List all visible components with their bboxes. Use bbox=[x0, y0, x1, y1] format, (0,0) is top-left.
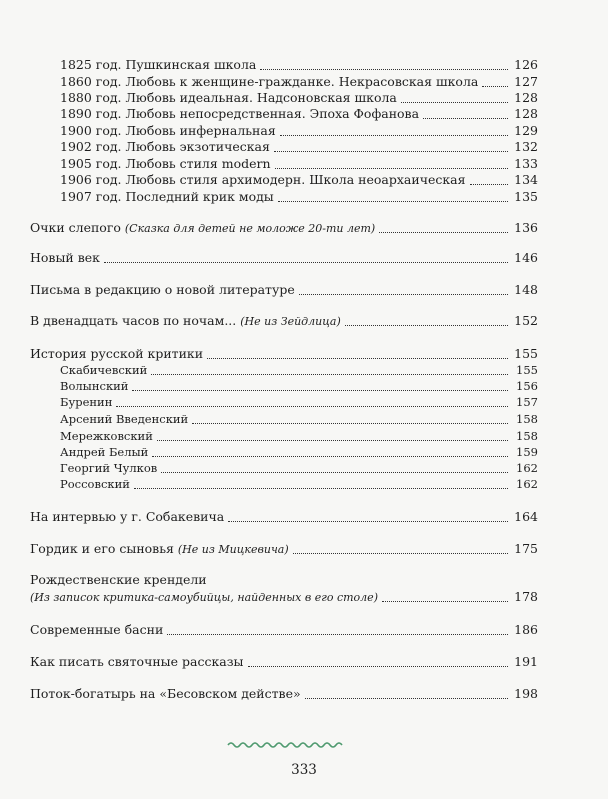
toc-entry-page: 155 bbox=[514, 346, 538, 361]
toc-entry-title: 1890 год. Любовь непосредственная. Эпоха Фофанова bbox=[60, 106, 420, 121]
toc-entry-title: Современные басни bbox=[30, 622, 164, 637]
dot-leader bbox=[274, 151, 508, 152]
toc-entry-subtitle: (Не из Мицкевича) bbox=[177, 543, 289, 556]
dot-leader bbox=[116, 406, 508, 407]
toc-entry-page: 152 bbox=[514, 313, 538, 328]
toc-entry-subtitle: (Сказка для детей не моложе 20-ти лет) bbox=[124, 222, 376, 235]
toc-entry bbox=[30, 250, 538, 266]
dot-leader bbox=[207, 358, 508, 359]
toc-entry bbox=[60, 476, 538, 492]
toc-entry-page: 133 bbox=[514, 156, 538, 171]
dot-leader bbox=[151, 374, 508, 375]
toc-entry bbox=[30, 589, 538, 606]
dot-leader bbox=[104, 262, 508, 263]
toc-entry-title bbox=[30, 589, 378, 606]
toc-entry-page: 158 bbox=[516, 429, 538, 443]
dot-leader bbox=[379, 232, 508, 233]
toc-entry-title: 1880 год. Любовь идеальная. Надсоновская школа bbox=[60, 90, 397, 105]
toc-entry-page: 162 bbox=[516, 461, 538, 475]
toc-entry-title: Арсений Введенский bbox=[60, 412, 189, 426]
toc-entry-title: Волынский bbox=[60, 379, 129, 393]
toc-entry bbox=[60, 74, 538, 90]
toc-entry-title: Россовский bbox=[60, 477, 130, 491]
dot-leader bbox=[152, 456, 508, 457]
dot-leader bbox=[423, 118, 508, 119]
toc-entry-title: 1900 год. Любовь инфернальная bbox=[60, 123, 276, 138]
toc-entry-page: 128 bbox=[514, 106, 538, 121]
toc-entry-title: Новый век bbox=[30, 250, 100, 265]
toc-entry-page: 128 bbox=[514, 90, 538, 105]
toc-entry bbox=[60, 444, 538, 460]
toc-entry-page: 198 bbox=[514, 686, 538, 701]
dot-leader bbox=[134, 488, 508, 489]
toc-entry bbox=[30, 686, 538, 702]
toc-entry bbox=[30, 654, 538, 670]
toc-entry-title: 1902 год. Любовь экзотическая bbox=[60, 139, 270, 154]
toc-entry bbox=[60, 156, 538, 172]
toc-entry bbox=[60, 394, 538, 410]
toc-entry-title: Рождественские крендели bbox=[30, 572, 207, 587]
toc-entry-title: Скабичевский bbox=[60, 363, 148, 377]
toc-entry-page: 186 bbox=[514, 622, 538, 637]
dot-leader bbox=[280, 135, 508, 136]
toc-entry bbox=[60, 90, 538, 106]
toc-entry-page: 148 bbox=[514, 282, 538, 297]
toc-entry bbox=[60, 428, 538, 444]
toc-entry-title: 1860 год. Любовь к женщине-гражданке. Некрасовская школа bbox=[60, 74, 479, 89]
toc-entry bbox=[60, 460, 538, 476]
dot-leader bbox=[293, 553, 508, 554]
toc-entry-title: Андрей Белый bbox=[60, 445, 149, 459]
dot-leader bbox=[132, 390, 508, 391]
dot-leader bbox=[192, 423, 508, 424]
toc-entry-title: 1906 год. Любовь стиля архимодерн. Школа неоархаическая bbox=[60, 172, 466, 187]
toc-entry-page: 175 bbox=[514, 541, 538, 556]
toc-entry-title: На интервью у г. Собакевича bbox=[30, 509, 225, 524]
toc-entry-page: 157 bbox=[516, 395, 538, 409]
toc-entry bbox=[60, 172, 538, 188]
dot-leader bbox=[248, 666, 509, 667]
toc-entry-page: 126 bbox=[514, 57, 538, 72]
toc-entry-page: 162 bbox=[516, 477, 538, 491]
page-number: 333 bbox=[291, 762, 317, 778]
toc-entry-page: 136 bbox=[514, 220, 538, 235]
toc-entry-page: 159 bbox=[516, 445, 538, 459]
toc-entry-page: 146 bbox=[514, 250, 538, 265]
toc-entry-title: Как писать святочные рассказы bbox=[30, 654, 244, 669]
toc-entry bbox=[30, 541, 538, 558]
toc-entry-page: 155 bbox=[516, 363, 538, 377]
toc-entry bbox=[30, 509, 538, 525]
toc-entry-title: Гордик и его сыновья (Не из Мицкевича) bbox=[30, 541, 289, 556]
toc-entry-title: Поток-богатырь на «Бесовском действе» bbox=[30, 686, 301, 701]
toc-entry bbox=[60, 123, 538, 139]
wave-ornament bbox=[226, 740, 344, 750]
toc-entry bbox=[30, 282, 538, 298]
toc-entry bbox=[30, 346, 538, 362]
toc-entry-page: 178 bbox=[514, 589, 538, 604]
toc-entry-title: Очки слепого (Сказка для детей не моложе 20-ти лет) bbox=[30, 220, 376, 235]
toc-entry-page: 156 bbox=[516, 379, 538, 393]
dot-leader bbox=[161, 472, 508, 473]
dot-leader bbox=[482, 86, 508, 87]
toc-entry-subtitle: (Из записок критика-самоубийцы, найденных в его столе) bbox=[30, 591, 378, 604]
dot-leader bbox=[305, 698, 508, 699]
toc-entry-page: 134 bbox=[514, 172, 538, 187]
toc-entry bbox=[30, 220, 538, 237]
toc-entry bbox=[60, 378, 538, 394]
dot-leader bbox=[382, 601, 508, 602]
toc-entry-page: 191 bbox=[514, 654, 538, 669]
dot-leader bbox=[278, 201, 508, 202]
toc-entry-page: 129 bbox=[514, 123, 538, 138]
dot-leader bbox=[299, 294, 508, 295]
toc-entry-title: Письма в редакцию о новой литературе bbox=[30, 282, 295, 297]
toc-entry-page: 135 bbox=[514, 189, 538, 204]
dot-leader bbox=[228, 521, 508, 522]
toc-entry-title: 1825 год. Пушкинская школа bbox=[60, 57, 257, 72]
toc-entry bbox=[30, 622, 538, 638]
toc-entry-page: 158 bbox=[516, 412, 538, 426]
dot-leader bbox=[167, 634, 508, 635]
toc-entry-title: Мережковский bbox=[60, 429, 153, 443]
toc-entry-title: В двенадцать часов по ночам... (Не из Зейдлица) bbox=[30, 313, 341, 328]
toc-entry bbox=[60, 106, 538, 122]
toc-entry bbox=[60, 139, 538, 155]
toc-entry-title: Георгий Чулков bbox=[60, 461, 158, 475]
toc-entry-subtitle: (Не из Зейдлица) bbox=[240, 315, 341, 328]
toc-entry-title: 1907 год. Последний крик моды bbox=[60, 189, 274, 204]
toc-entry-page: 132 bbox=[514, 139, 538, 154]
toc-entry-title: История русской критики bbox=[30, 346, 204, 361]
dot-leader bbox=[157, 440, 508, 441]
dot-leader bbox=[401, 102, 508, 103]
toc-entry bbox=[60, 411, 538, 427]
toc-entry-title: Буренин bbox=[60, 395, 113, 409]
dot-leader bbox=[470, 184, 508, 185]
toc-entry bbox=[30, 572, 538, 588]
toc-entry-title: 1905 год. Любовь стиля modern bbox=[60, 156, 271, 171]
toc-entry bbox=[30, 313, 538, 330]
toc-entry-page: 127 bbox=[514, 74, 538, 89]
toc-entry-page: 164 bbox=[514, 509, 538, 524]
dot-leader bbox=[345, 325, 508, 326]
toc-entry bbox=[60, 189, 538, 205]
toc-entry bbox=[60, 362, 538, 378]
dot-leader bbox=[275, 168, 508, 169]
toc-entry bbox=[60, 57, 538, 73]
dot-leader bbox=[260, 69, 508, 70]
